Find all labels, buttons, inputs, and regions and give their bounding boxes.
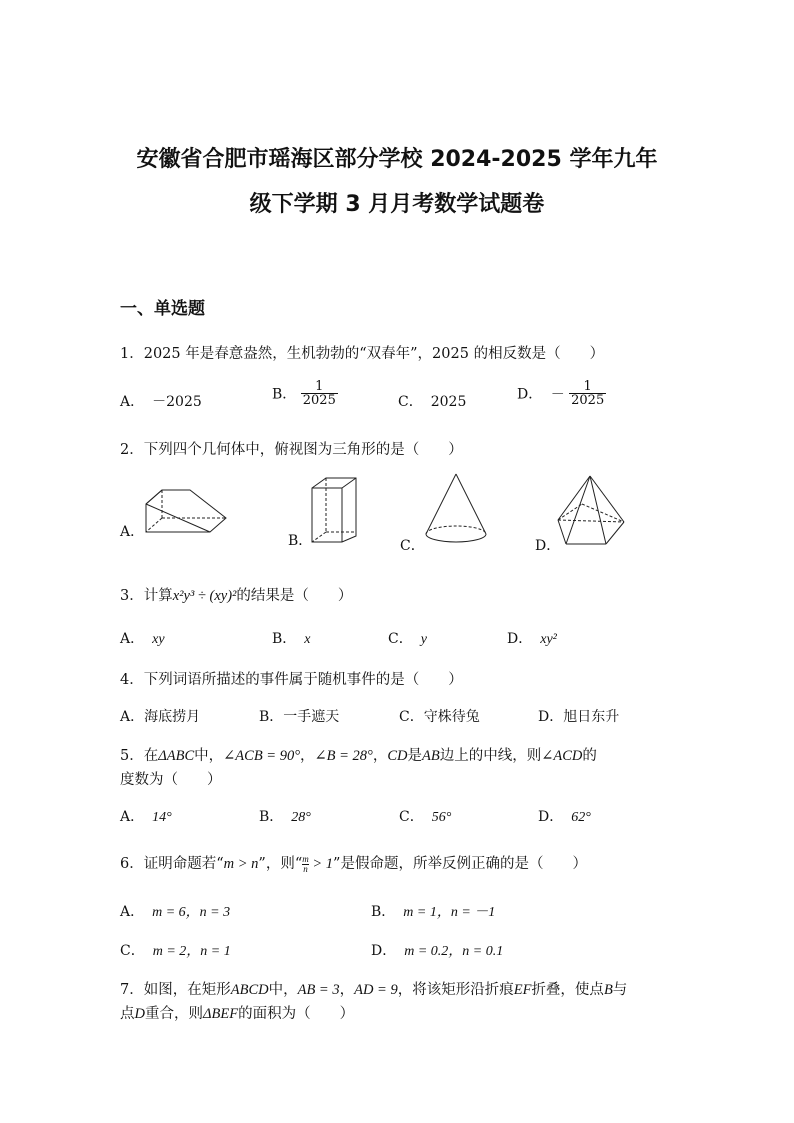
question-3-option-b: B． x [272,631,311,647]
question-1-option-d: D． － $\frac{1}{2025}$ [517,379,605,408]
question-5-option-c: C． 56° [399,809,452,825]
question-5-option-b: B． 28° [259,809,311,825]
question-4-option-b: B．一手遮天 [259,709,340,725]
pyramid-figure [556,474,628,550]
question-1-option-b: B． $\frac{1}{2025}$ [272,379,336,408]
section-heading: 一、单选题 [120,299,205,319]
question-2-option-a-label: A． [120,524,145,540]
question-5-option-a: A． 14° [120,809,172,825]
question-7-line1: 7．如图，在矩形ABCD中，AB = 3，AD = 9，将该矩形沿折痕EF折叠，使点B与 [120,982,628,998]
question-3-text: 3．计算x²y³ ÷ (xy)²的结果是（ ） [120,588,353,604]
triangular-prism-figure [140,484,230,540]
question-5-option-d: D． 62° [538,809,591,825]
question-4-option-d: D．旭日东升 [538,709,620,725]
question-5-line2: 度数为（ ） [120,772,222,788]
document-title-line2: 级下学期 3 月月考数学试题卷 [249,192,545,217]
rectangular-prism-figure [308,476,360,544]
question-1-option-d-fraction: $\frac{1}{2025}$ [571,379,605,408]
question-3-option-c: C． y [388,631,427,647]
question-2-option-c-label: C． [400,538,425,554]
question-2-option-d-label: D． [535,538,561,554]
question-4-option-a: A．海底捞月 [120,709,201,725]
cone-figure [423,472,489,548]
question-1-option-a: A． －2025 [120,394,202,410]
question-1-option-b-fraction: $\frac{1}{2025}$ [302,379,336,408]
question-2-text: 2．下列四个几何体中，俯视图为三角形的是（ ） [120,442,463,458]
question-4-option-c: C．守株待兔 [399,709,480,725]
question-4-text: 4．下列词语所描述的事件属于随机事件的是（ ） [120,672,463,688]
question-6-text: 6．证明命题若“m > n”，则“ $\frac{m}{n}$ > 1”是假命题，所举反例正确的是（ ） [120,853,587,874]
question-5-line1: 5．在ΔABC中，∠ACB = 90°，∠B = 28°，CD是AB边上的中线，则∠ACD的 [120,748,597,764]
question-1-text: 1．2025 年是春意盎然，生机勃勃的“双春年”，2025 的相反数是（ ） [120,346,605,362]
question-7-line2: 点D重合，则ΔBEF的面积为（ ） [120,1006,355,1022]
question-1-option-c: C． 2025 [398,394,467,410]
question-3-expression: x²y³ ÷ (xy)² [172,588,237,604]
question-6-option-d: D． m = 0.2，n = 0.1 [371,943,504,959]
question-2-option-b-label: B． [288,533,313,549]
document-title-line1: 安徽省合肥市瑶海区部分学校 2024-2025 学年九年 [136,147,658,172]
question-3-option-d: D． xy² [507,631,557,647]
question-6-option-b: B． m = 1，n = －1 [371,904,496,920]
question-6-option-c: C． m = 2，n = 1 [120,943,231,959]
question-3-option-a: A． xy [120,631,165,647]
question-6-option-a: A． m = 6，n = 3 [120,904,231,920]
question-6-fraction: $\frac{m}{n}$ [302,853,309,874]
